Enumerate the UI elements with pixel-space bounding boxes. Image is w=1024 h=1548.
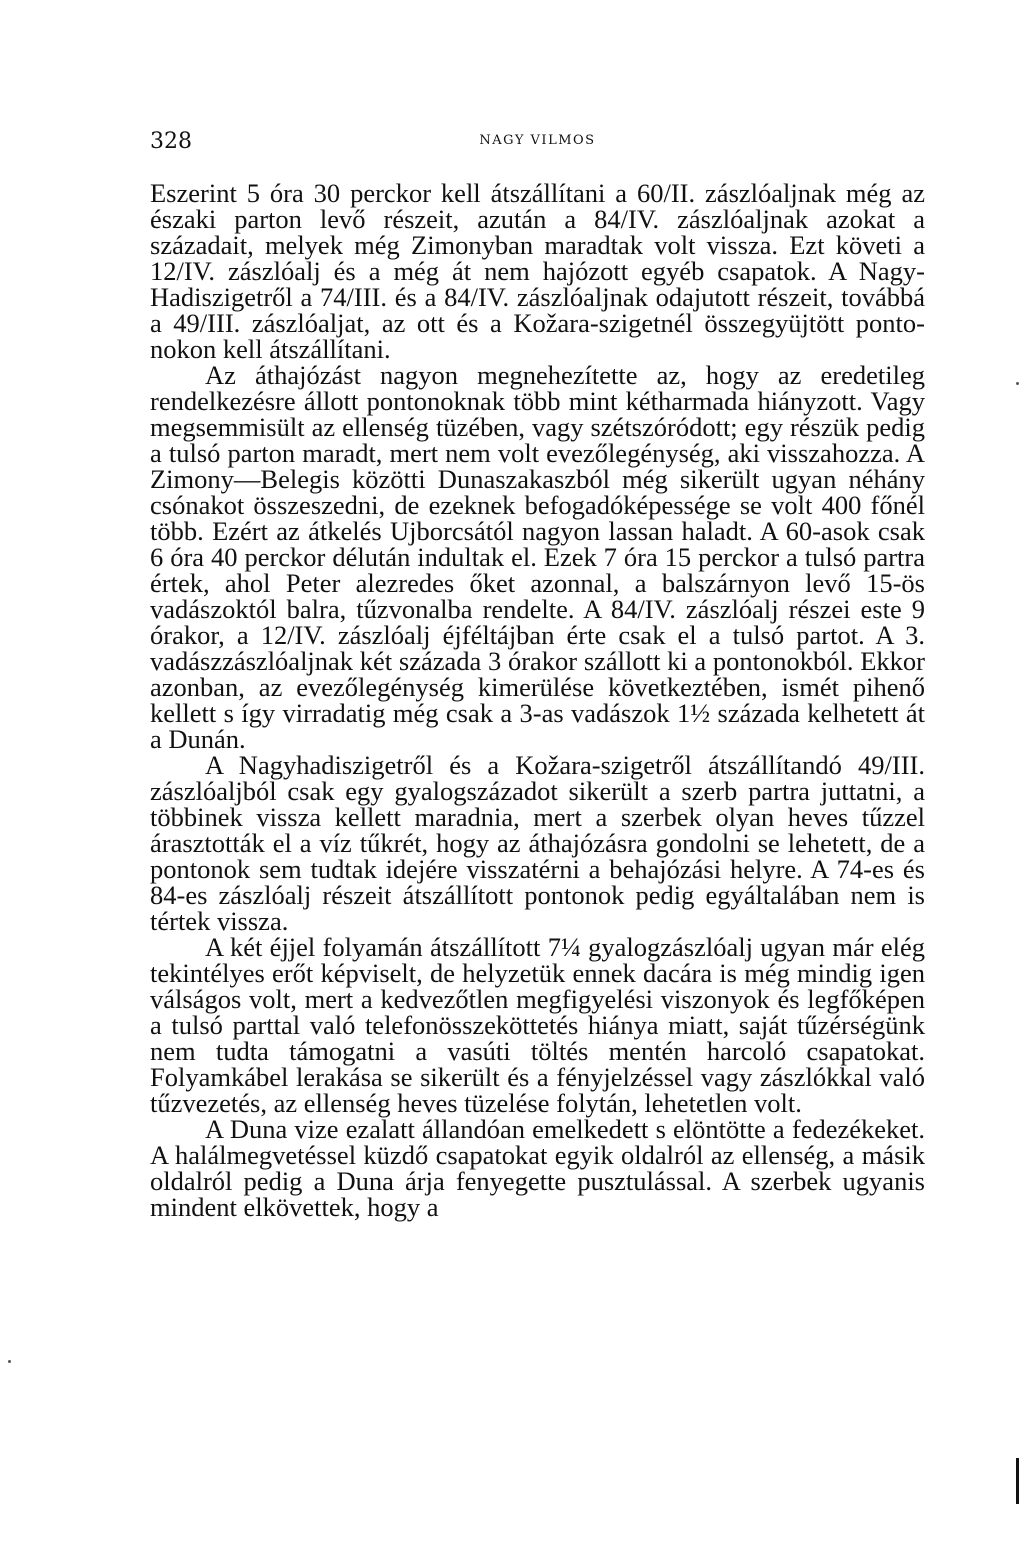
paragraph-1: Eszerint 5 óra 30 perckor kell átszállítani a 60/II. zászlóaljnak még az északi parton levő részeit, azután a 84/IV. zászlóaljnak azokat a századait, melyek még Zimonyban maradtak volt vissza. Ezt követi a 12/IV. zászlóalj és a még át nem hajózott egyéb csapatok. A Nagy-Hadiszigetről a 74/III. és a 84/IV. zászlóaljnak odajutott részeit, továbbá a 49/III. zászlóaljat, az ott és a Kožara-szigetnél összegyüjtött pontonokon kell átszállítani. [150, 178, 925, 364]
page-header [150, 128, 925, 158]
paragraph-5: A Duna vize ezalatt állandóan emelkedett s elöntötte a fedezékeket. A halálmegvetéssel küzdő csapatokat egyik oldalról az ellenség, a másik oldalról pedig a Duna árja fenyegette pusztulással. A szerbek ugyanis mindent elkövettek, hogy a [150, 1114, 925, 1222]
scan-speck [8, 1360, 11, 1363]
page-number: 328 [150, 129, 192, 154]
paragraph-2: Az áthajózást nagyon megnehezítette az, hogy az eredetileg rendelkezésre állott pontonoknak több mint kétharmada hiányzott. Vagy megsemmisült az ellenség tüzében, vagy szétszóródott; egy részük pedig a tulsó parton maradt, mert nem volt evezőlegénység, aki visszahozza. A Zimony—Belegis közötti Dunaszakaszból még sikerült ugyan néhány csónakot összeszedni, de ezeknek befogadóképessége se volt 400 főnél több. Ezért az átkelés Ujborcsától nagyon lassan haladt. A 60-asok csak 6 óra 40 perckor délután indultak el. Ezek 7 óra 15 perckor a tulsó partra értek, ahol Peter alezredes őket azonnal, a balszárnyon levő 15-ös vadászoktól balra, tűzvonalba rendelte. A 84/IV. zászlóalj részei este 9 órakor, a 12/IV. zászlóalj éjféltájban érte csak el a tulsó partot. A 3. vadászzászlóaljnak két százada 3 órakor szállott ki a pontonokból. Ekkor azonban, az evezőlegénység kimerülése következtében, ismét pihenő kellett s így virradatig még csak a 3-as vadászok 1½ százada kelhetett át a Dunán. [150, 360, 925, 754]
paragraph-4: A két éjjel folyamán átszállított 7¼ gyalogzászlóalj ugyan már elég tekintélyes erőt képviselt, de helyzetük ennek dacára is még mindig igen válságos volt, mert a kedvezőtlen megfigyelési viszonyok és legfőképen a tulsó parttal való telefonösszeköttetés hiánya miatt, saját tűzérségünk nem tudta támogatni a vasúti töltés mentén harcoló csapatokat. Folyamkábel lerakása se sikerült és a fényjelzéssel vagy zászlókkal való tűzvezetés, az ellenség heves tüzelése folytán, lehetetlen volt. [150, 932, 925, 1118]
running-head: NAGY VILMOS [479, 133, 596, 148]
paragraph-3: A Nagyhadiszigetről és a Kožara-szigetről átszállítandó 49/III. zászlóaljból csak egy gyalogszázadot sikerült a szerb partra juttatni, a többinek vissza kellett maradnia, mert a szerbek olyan heves tűzzel árasztották el a víz tűkrét, hogy az áthajózásra gondolni se lehetett, de a pontonok sem tudtak idejére visszatérni a behajózási helyre. A 74-es és 84-es zászlóalj részeit átszállított pontonok pedig egyáltalában nem is tértek vissza. [150, 750, 925, 936]
body-text [150, 180, 925, 1220]
margin-scan-mark [1016, 1458, 1019, 1504]
scan-speck [1016, 382, 1019, 385]
